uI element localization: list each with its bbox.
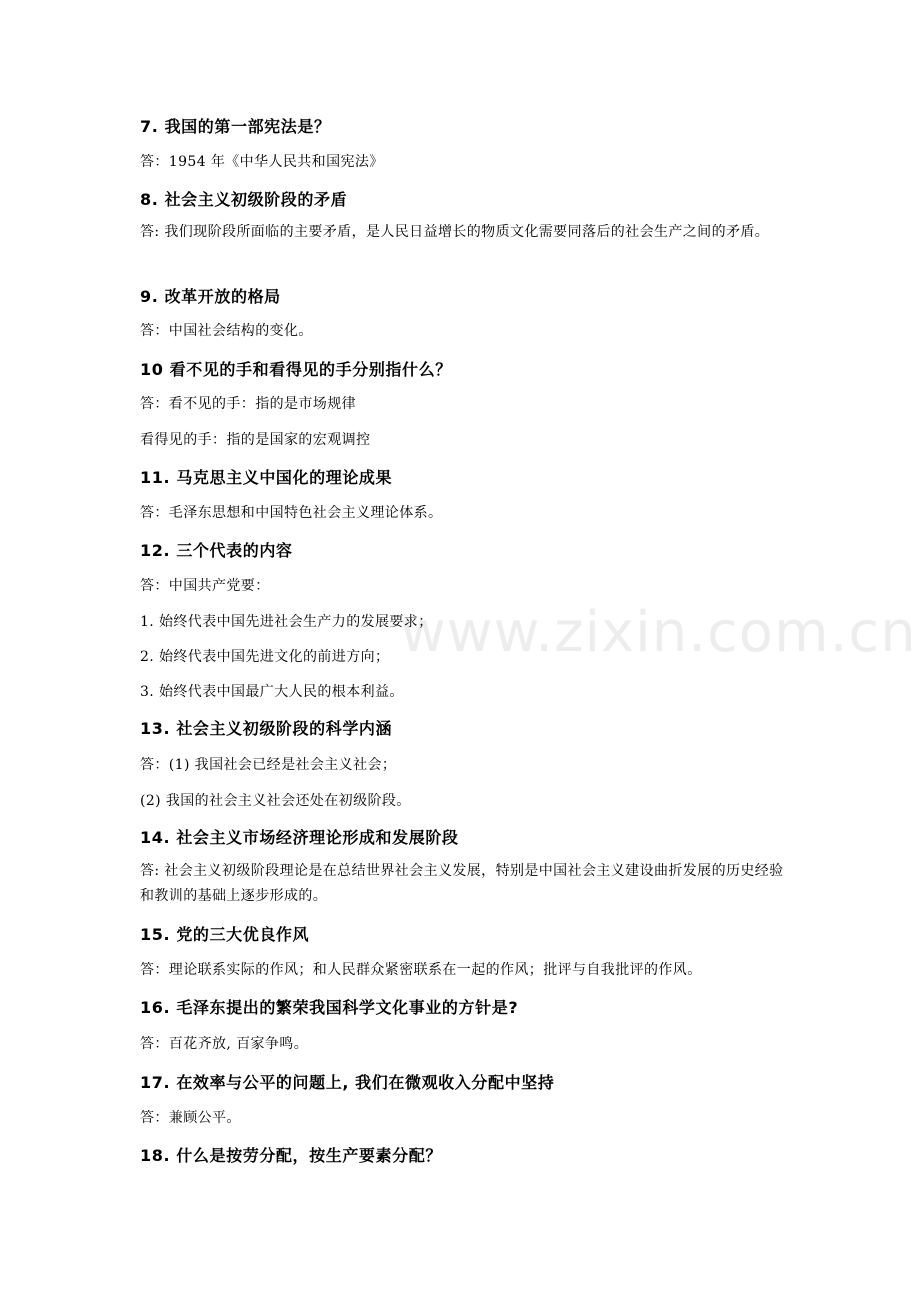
answer-12-item-1: 1. 始终代表中国先进社会生产力的发展要求；: [140, 614, 433, 630]
answer-14: 答: 社会主义初级阶段理论是在总结世界社会主义发展，特别是中国社会主义建设曲折发展的历史经验和教训的基础上逐步形成的。: [140, 863, 784, 904]
question-16: 16. 毛泽东提出的繁荣我国科学文化事业的方针是?: [140, 998, 519, 1017]
question-15: 15. 党的三大优良作风: [140, 925, 310, 944]
answer-12-item-2: 2. 始终代表中国先进文化的前进方向；: [140, 649, 390, 665]
question-11: 11. 马克思主义中国化的理论成果: [140, 468, 393, 487]
answer-9: 答：中国社会结构的变化。: [140, 323, 313, 339]
question-9: 9. 改革开放的格局: [140, 287, 281, 306]
watermark: www.zixin.com.cn: [400, 600, 917, 665]
question-7: 7. 我国的第一部宪法是？: [140, 117, 331, 136]
answer-7: 答：1954 年《中华人民共和国宪法》: [140, 154, 384, 170]
answer-16: 答：百花齐放, 百家争鸣。: [140, 1036, 309, 1052]
question-18: 18. 什么是按劳分配，按生产要素分配？: [140, 1146, 442, 1165]
answer-17: 答：兼顾公平。: [140, 1110, 241, 1126]
answer-8: 答: 我们现阶段所面临的主要矛盾，是人民日益增长的物质文化需要同落后的社会生产之间的矛盾。: [140, 224, 770, 240]
question-12: 12. 三个代表的内容: [140, 541, 293, 560]
answer-12-intro: 答：中国共产党要：: [140, 578, 270, 594]
question-14: 14. 社会主义市场经济理论形成和发展阶段: [140, 828, 459, 847]
answer-12-item-3: 3. 始终代表中国最广大人民的根本利益。: [140, 684, 404, 700]
answer-13-line-1: 答：(1) 我国社会已经是社会主义社会；: [140, 757, 397, 773]
answer-10-line-2: 看得见的手：指的是国家的宏观调控: [140, 432, 371, 448]
answer-15: 答：理论联系实际的作风；和人民群众紧密联系在一起的作风；批评与自我批评的作风。: [140, 962, 702, 978]
question-13: 13. 社会主义初级阶段的科学内涵: [140, 719, 393, 738]
question-8: 8. 社会主义初级阶段的矛盾: [140, 190, 348, 209]
answer-10-line-1: 答：看不见的手：指的是市场规律: [140, 396, 356, 412]
answer-11: 答：毛泽东思想和中国特色社会主义理论体系。: [140, 505, 443, 521]
question-17: 17. 在效率与公平的问题上, 我们在微观收入分配中坚持: [140, 1073, 555, 1092]
answer-13-line-2: (2) 我国的社会主义社会还处在初级阶段。: [140, 793, 411, 809]
question-10: 10 看不见的手和看得见的手分别指什么？: [140, 360, 452, 379]
